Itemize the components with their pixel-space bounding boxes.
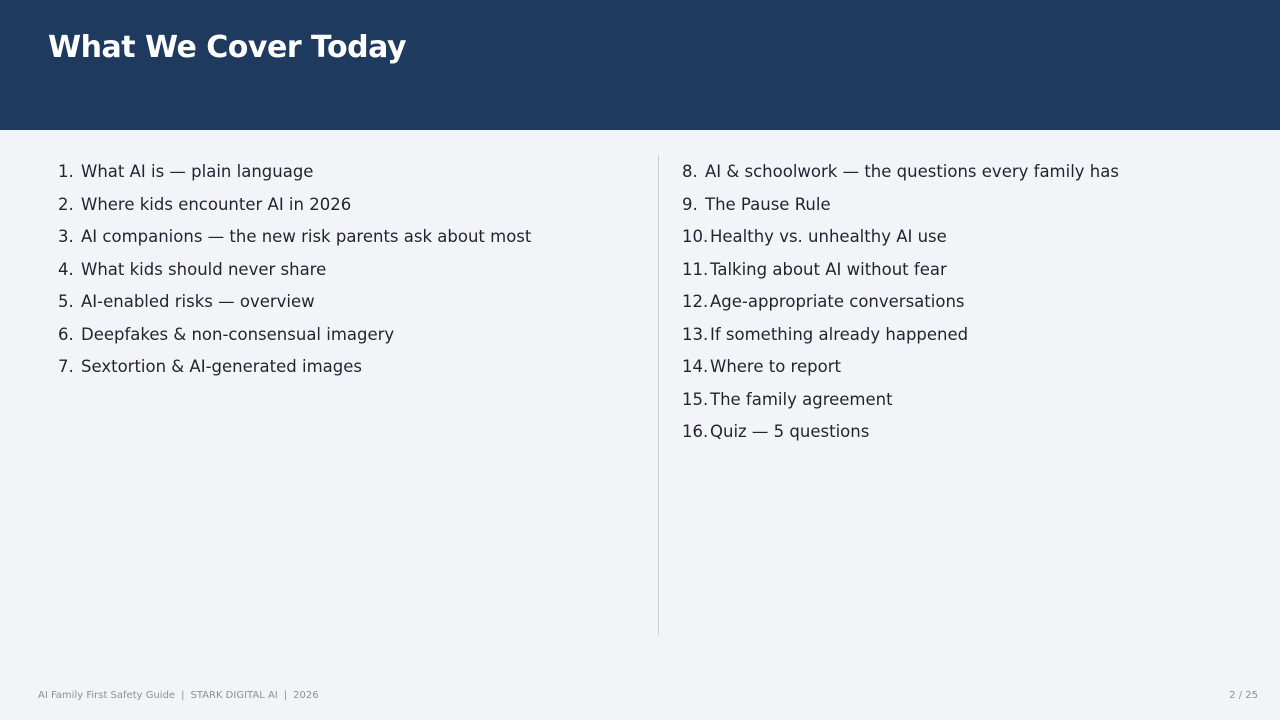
agenda-item — [58, 221, 638, 254]
agenda-item — [682, 351, 1242, 384]
agenda-item — [682, 416, 1242, 449]
agenda-item-number: 6. — [58, 324, 74, 344]
agenda-item-label: Deepfakes & non-consensual imagery — [81, 324, 395, 344]
agenda-item — [682, 221, 1242, 254]
agenda-item-label: Sextortion & AI-generated images — [81, 357, 362, 376]
agenda-item-number: 8. — [682, 162, 698, 181]
agenda-item-label: What kids should never share — [81, 259, 327, 279]
agenda-item-number: 12. — [682, 292, 709, 311]
slide-title: What We Cover Today — [48, 30, 406, 65]
agenda-item-label: Talking about AI without fear — [710, 259, 947, 279]
agenda-item — [58, 156, 638, 189]
agenda-item — [58, 254, 638, 287]
footer-brand: STARK DIGITAL AI — [190, 690, 278, 701]
agenda-item-label: AI-enabled risks — overview — [81, 292, 315, 311]
agenda-item — [682, 384, 1242, 417]
agenda-item-number: 16. — [682, 422, 709, 441]
agenda-item-label: The Pause Rule — [705, 194, 831, 214]
agenda-item-number: 9. — [682, 194, 698, 214]
agenda-item — [58, 286, 638, 319]
agenda-item — [682, 319, 1242, 352]
agenda-item-label: What AI is — plain language — [81, 162, 314, 181]
agenda-item-number: 15. — [682, 389, 709, 409]
agenda-item-number: 1. — [58, 162, 74, 181]
agenda-item-label: Where to report — [710, 357, 841, 376]
agenda-item-number: 2. — [58, 194, 74, 214]
agenda-item-number: 14. — [682, 357, 709, 376]
agenda-item-number: 3. — [58, 227, 74, 246]
footer-year: 2026 — [293, 690, 319, 701]
page-number: 2 / 25 — [1229, 690, 1258, 701]
agenda-item-number: 10. — [682, 227, 709, 246]
agenda-item-label: Healthy vs. unhealthy AI use — [710, 227, 947, 246]
agenda-item — [682, 156, 1242, 189]
column-divider — [658, 155, 659, 635]
agenda-list-left — [58, 156, 638, 384]
agenda-item-label: Where kids encounter AI in 2026 — [81, 194, 352, 214]
agenda-item-label: Quiz — 5 questions — [710, 422, 870, 441]
footer-credits — [38, 689, 319, 703]
footer-separator: | — [283, 690, 288, 701]
agenda-item-number: 4. — [58, 259, 74, 279]
agenda-item — [58, 351, 638, 384]
agenda-item-label: AI companions — the new risk parents ask about most — [81, 227, 532, 246]
agenda-item-label: The family agreement — [710, 389, 893, 409]
agenda-item-label: If something already happened — [710, 324, 969, 344]
agenda-item — [58, 319, 638, 352]
footer-guide-name: AI Family First Safety Guide — [38, 690, 176, 701]
agenda-item-number: 7. — [58, 357, 74, 376]
agenda-item — [682, 189, 1242, 222]
slide-header — [0, 0, 1280, 130]
agenda-item-number: 13. — [682, 324, 709, 344]
agenda-item — [682, 254, 1242, 287]
agenda-item — [682, 286, 1242, 319]
agenda-item-label: Age-appropriate conversations — [710, 292, 965, 311]
footer-separator: | — [181, 690, 185, 701]
agenda-item-label: AI & schoolwork — the questions every family has — [705, 162, 1119, 181]
agenda-list-right — [682, 156, 1242, 449]
agenda-item — [58, 189, 638, 222]
agenda-item-number: 11. — [682, 259, 709, 279]
agenda-item-number: 5. — [58, 292, 74, 311]
